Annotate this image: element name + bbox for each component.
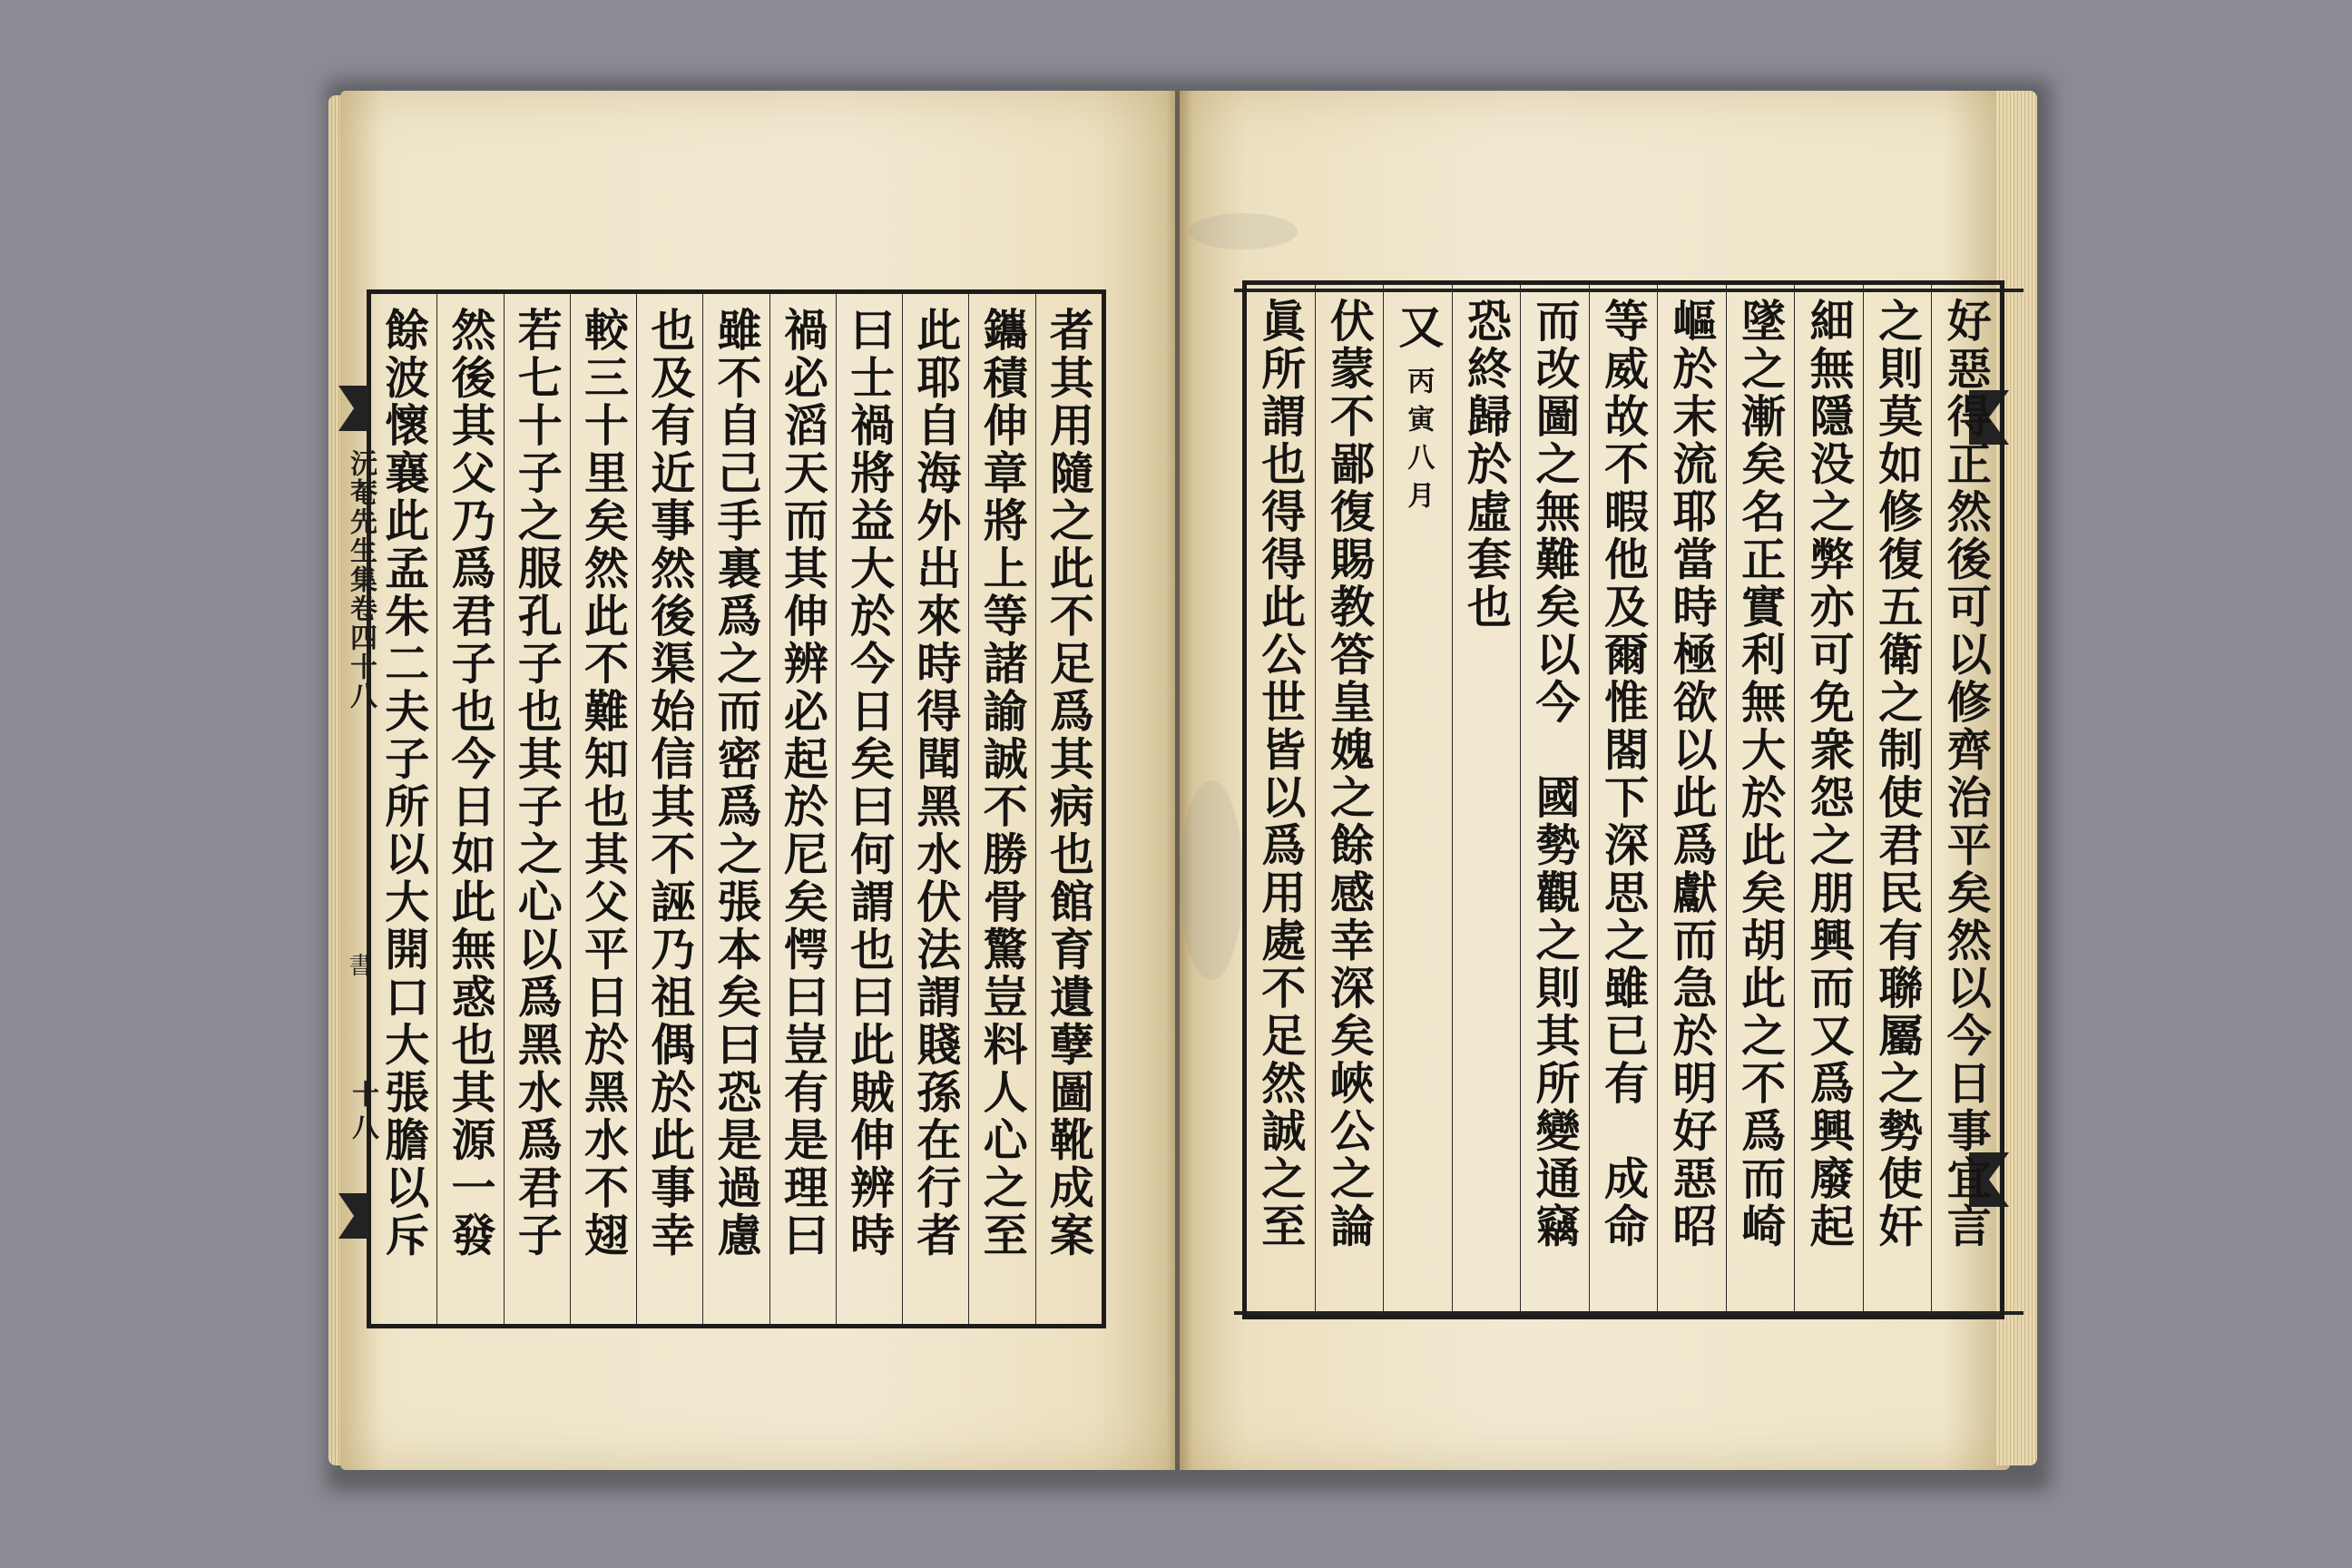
text-column: 較三十里矣然此不難知也其父平日於黑水不翅 (570, 294, 636, 1324)
text-column: 者其用隨之此不足爲其病也館育遺孽圖靴成案 (1035, 294, 1102, 1324)
text-column: 雖不自己手裏爲之而密爲之張本矣曰恐是過慮 (702, 294, 769, 1324)
page-stain (1180, 780, 1243, 980)
section-label: 書 (345, 953, 372, 976)
page-stain (1189, 213, 1298, 250)
text-column: 等威故不暇他及爾惟閤下深思之雖已有 成命 (1589, 285, 1658, 1315)
text-column: 曰士禍將益大於今日矣曰何謂也曰此賊伸辨時 (836, 294, 902, 1324)
letter-heading (1383, 285, 1452, 1315)
gutter (1166, 91, 1193, 1470)
heading-date: 丙寅八月 (1402, 366, 1435, 519)
fish-tail-mark-icon (338, 1193, 369, 1239)
page-number: 十八 (347, 1080, 378, 1145)
heading-mark: 又 (1391, 303, 1446, 352)
text-column: 此耶自海外出來時得聞黑水伏法謂賤孫在行者 (902, 294, 968, 1324)
text-column: 伏蒙不鄙復賜教答皇媿之餘感幸深矣峽公之論 (1315, 285, 1384, 1315)
text-column: 鑴積伸章將上等諸諭誠不勝骨驚豈料人心之至 (968, 294, 1034, 1324)
text-column: 恐終歸於虛套也 (1452, 285, 1521, 1315)
text-column: 之則莫如修復五衛之制使君民有聯屬之勢使奸 (1863, 285, 1932, 1315)
text-column: 然後其父乃爲君子也今日如此無惑也其源一發 (436, 294, 503, 1324)
text-column: 好惡得正然後可以修齊治平矣然以今日事宜言 (1931, 285, 2000, 1315)
text-column: 也及有近事然後渠始信其不誣乃祖偶於此事幸 (636, 294, 702, 1324)
text-column: 眞所謂也得得此公世皆以爲用處不足然誠之至 (1254, 298, 1308, 1250)
text-column: 墜之漸矣名正實利無大於此矣胡此之不爲而崎 (1726, 285, 1795, 1315)
right-text-frame (1243, 281, 2004, 1318)
text-column: 細無隱没之弊亦可免衆怨之朋興而又爲興廢起 (1794, 285, 1863, 1315)
text-column: 而改圖之無難矣以今 國勢觀之則其所變通竊 (1520, 285, 1589, 1315)
text-column: 禍必滔天而其伸辨必起於尼矣愕曰豈有是理曰 (769, 294, 836, 1324)
text-column: 餘波懷襄此孟朱二夫子所以大開口大張膽以斥 (377, 307, 431, 1259)
collection-title: 沅菴先生集卷四十八 (345, 449, 377, 710)
left-text-frame (368, 290, 1105, 1328)
center-strip (331, 299, 386, 1307)
fish-tail-mark-icon (338, 386, 369, 431)
text-column: 嶇於末流耶當時極欲以此爲獻而急於明好惡昭 (1657, 285, 1726, 1315)
text-column: 若七十子之服孔子也其子之心以爲黑水爲君子 (504, 294, 570, 1324)
